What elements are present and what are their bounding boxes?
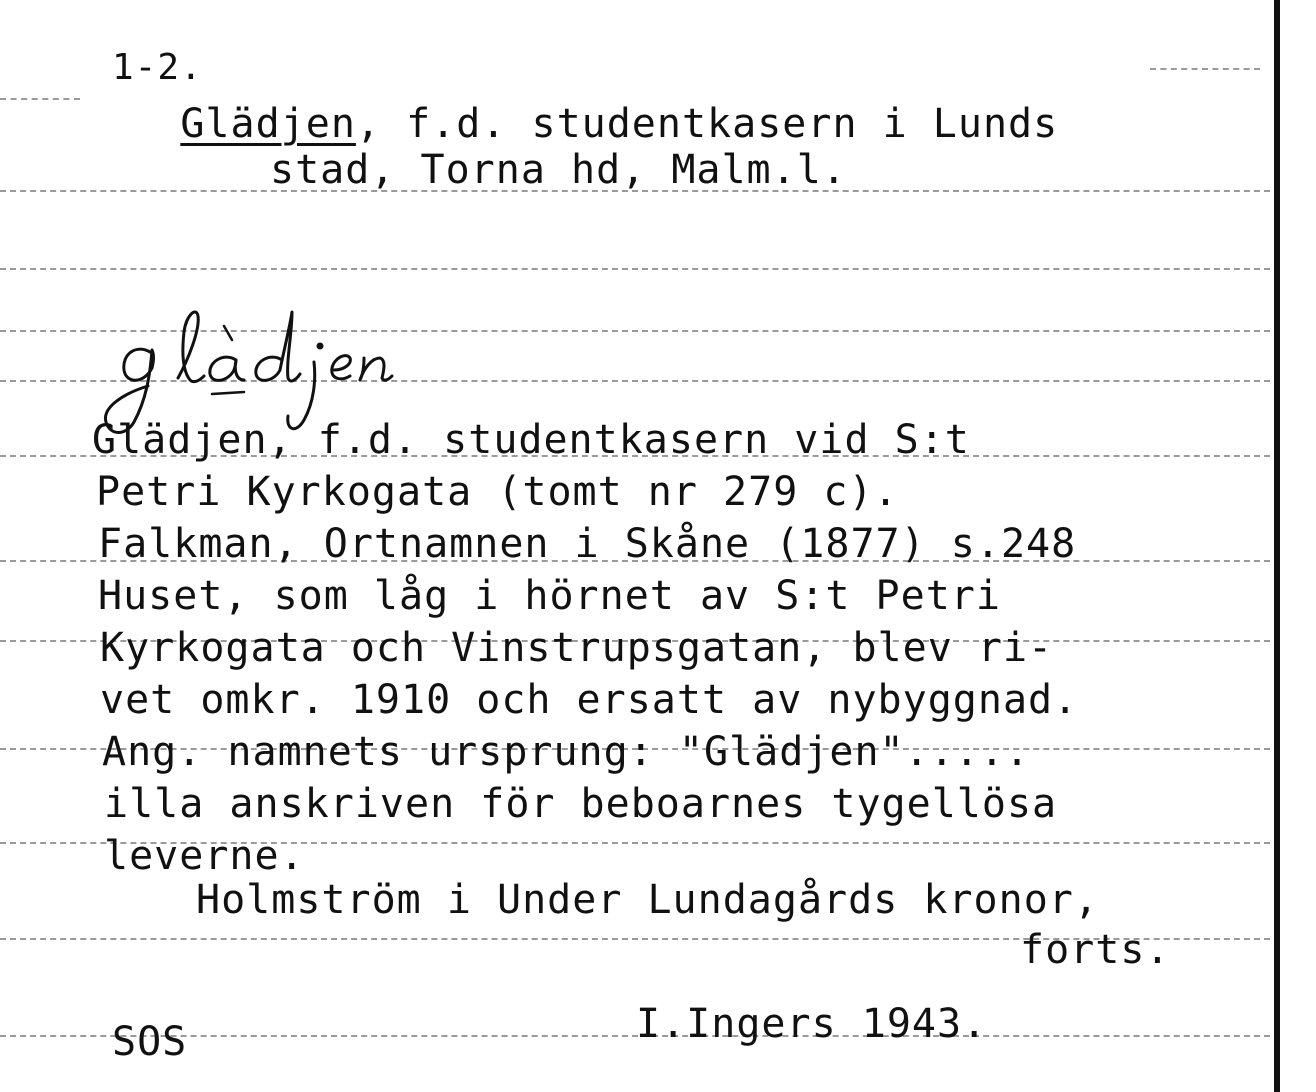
ruled-line	[0, 268, 1270, 270]
ruled-line	[1150, 68, 1260, 70]
citation-line: Holmström i Under Lundagårds kronor,	[196, 877, 1099, 923]
card-right-border	[1274, 0, 1280, 1092]
body-line-3: Falkman, Ortnamnen i Skåne (1877) s.248	[98, 521, 1077, 567]
body-line-4: Huset, som låg i hörnet av S:t Petri	[98, 573, 1001, 619]
body-line-6: vet omkr. 1910 och ersatt av nybyggnad.	[100, 677, 1079, 723]
ruled-line	[0, 1035, 1270, 1037]
header-name: Glädjen	[180, 101, 356, 147]
body-line-9: leverne.	[104, 833, 305, 879]
card-number: 1-2.	[112, 47, 203, 88]
body-line-5: Kyrkogata och Vinstrupsgatan, blev ri-	[100, 625, 1054, 671]
header-rest: , f.d. studentkasern i Lunds	[355, 101, 1059, 147]
body-line-2: Petri Kyrkogata (tomt nr 279 c).	[96, 469, 899, 515]
ruled-line	[0, 98, 80, 100]
footer-signature: I.Ingers 1943.	[636, 1001, 988, 1047]
header-line-2: stad, Torna hd, Malm.l.	[270, 147, 847, 193]
body-line-1: Glädjen, f.d. studentkasern vid S:t	[92, 417, 970, 463]
body-line-7: Ang. namnets ursprung: "Glädjen".....	[102, 729, 1031, 775]
citation-cont: forts.	[1020, 927, 1171, 973]
body-line-8: illa anskriven för beboarnes tygellösa	[104, 781, 1058, 827]
footer-code: SOS	[112, 1019, 188, 1065]
